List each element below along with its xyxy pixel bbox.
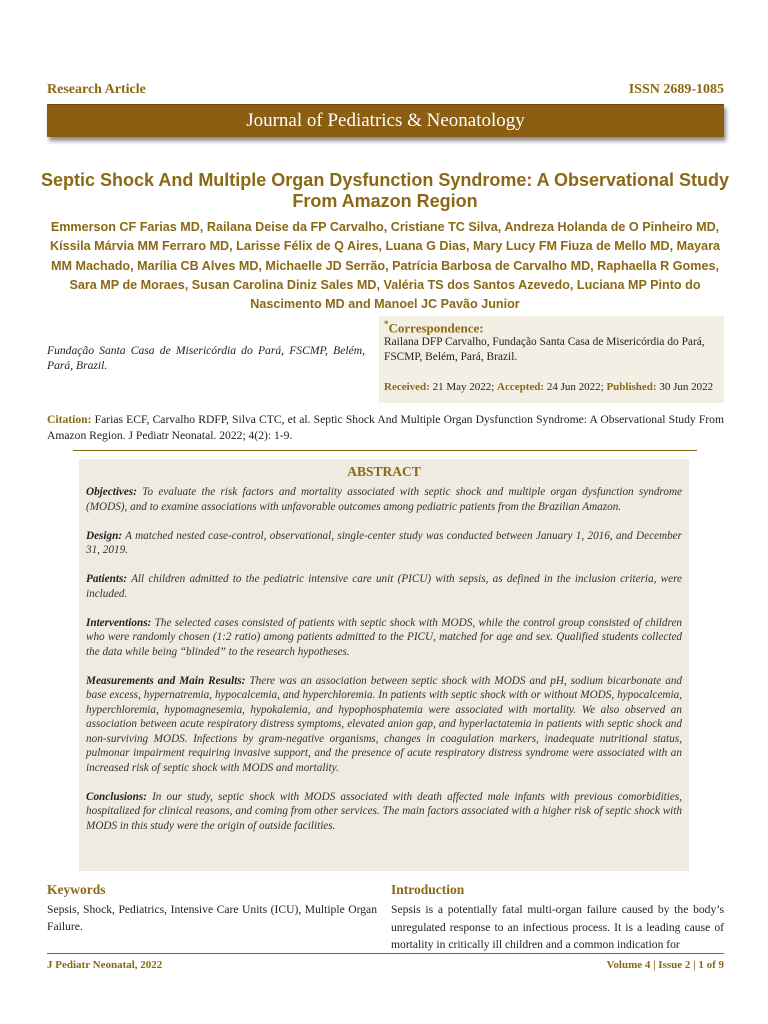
keywords-heading: Keywords [47, 882, 106, 897]
footer-page-info: Volume 4 | Issue 2 | 1 of 9 [606, 959, 724, 971]
introduction-text: Sepsis is a potentially fatal multi-organ failure caused by the body’s unregulated response to an infectious process. It is a leading cause of mortality in critically ill children and a common indication for [391, 903, 724, 951]
divider [73, 450, 697, 451]
abstract-section-patients: Patients: All children admitted to the pediatric intensive care unit (PICU) with sepsis, as defined in the inclusion criteria, were included. [86, 573, 682, 600]
article-type: Research Article [47, 82, 146, 97]
abstract-box [79, 459, 689, 871]
citation-label: Citation: [47, 413, 92, 426]
footer-divider [47, 953, 724, 954]
abstract-heading: ABSTRACT [347, 464, 421, 479]
footer-journal: J Pediatr Neonatal, 2022 [47, 959, 163, 971]
article-title: Septic Shock And Multiple Organ Dysfunction Syndrome: A Observational Study From Amazon Region [40, 170, 730, 211]
abstract-section-conclusions: Conclusions: In our study, septic shock with MODS associated with death affected male infants with previous comorbidities, hospitalized for clinical reasons, and coming from other services. The main factors associated with a higher risk of septic shock with MODS in this study were the origin of outside facilities. [86, 790, 683, 832]
abstract-section-design: Design: A matched nested case-control, observational, single-center study was conducted between January 1, 2016, and December 31, 2019. [86, 529, 682, 556]
correspondence-box [379, 316, 724, 403]
correspondence-text: Railana DFP Carvalho, Fundação Santa Casa de Misericórdia do Pará, FSCMP, Belém, Pará, Brazil. [384, 336, 705, 363]
keywords-text: Sepsis, Shock, Pediatrics, Intensive Care Units (ICU), Multiple Organ Failure. [47, 903, 377, 933]
abstract-section-objectives: Objectives: To evaluate the risk factors and mortality associated with septic shock and multiple organ dysfunction syndrome (MODS), and to examine associations with unfavorable outcomes among pediatric patients from the Brazilian Amazon. [86, 486, 683, 513]
author-list: Emmerson CF Farias MD, Railana Deise da FP Carvalho, Cristiane TC Silva, Andreza Holanda de O Pinheiro MD, Kíssila Márvia MM Ferraro MD, Larisse Félix de Q Aires, Luana G Dias, Mary Lucy FM Fiuza de Mello MD, Mayara MM Machado, Marília CB Alves MD, Michaelle JD Serrão, Patrícia Barbosa de Carvalho MD, Raphaella R Gomes, Sara MP de Moraes, Susan Carolina Diniz Sales MD, Valéria TS dos Santos Azevedo, Luciana MP Pinto do Nascimento MD and Manoel JC Pavão Junior [49, 220, 720, 312]
abstract-body [86, 485, 682, 848]
affiliation: Fundação Santa Casa de Misericórdia do Pará, FSCMP, Belém, Pará, Brazil. [47, 344, 365, 372]
citation-text: Farias ECF, Carvalho RDFP, Silva CTC, et al. Septic Shock And Multiple Organ Dysfunction Syndrome: A Observational Study From Amazon Region. J Pediatr Neonatal. 2022; 4(2): 1-9. [47, 413, 724, 442]
correspondence-heading: *Correspondence: [384, 319, 484, 336]
abstract-section-results: Measurements and Main Results: There was an association between septic shock with MODS and pH, sodium bicarbonate and base excess, hypernatremia, hypocalcemia, and hyperchloremia. In patients with septic shock with or without MODS, hypocalcemia, hyperchloremia, hypomagnesemia, hypokalemia, and hypophosphatemia were associated with mortality. We also observed an association between acute respiratory distress symptoms, elevated anion gap, and hyperlactatemia in patients with septic shock and non-surviving MODS. Infections by gram-negative organisms, changes in coagulation markers, inadequate nutritional status, pulmonar impairment requiring invasive support, and the presence of acute respiratory distress syndrome were associated with an increased risk of septic shock with MODS and mortality. [86, 674, 683, 774]
citation [47, 412, 724, 443]
page-header [47, 82, 724, 102]
journal-banner [47, 104, 724, 137]
abstract-section-interventions: Interventions: The selected cases consisted of patients with septic shock with MODS, while the control group consisted of children who were randomly chosen (1:2 ratio) among patients admitted to the PICU, matched for age and sex. Qualified students collected the data while being “blinded” to the research hypotheses. [86, 616, 683, 658]
journal-title: Journal of Pediatrics & Neonatology [246, 110, 525, 131]
article-dates: Received: 21 May 2022; Accepted: 24 Jun 2022; Published: 30 Jun 2022 [384, 381, 714, 393]
issn: ISSN 2689-1085 [628, 82, 724, 97]
introduction-heading: Introduction [391, 882, 465, 897]
